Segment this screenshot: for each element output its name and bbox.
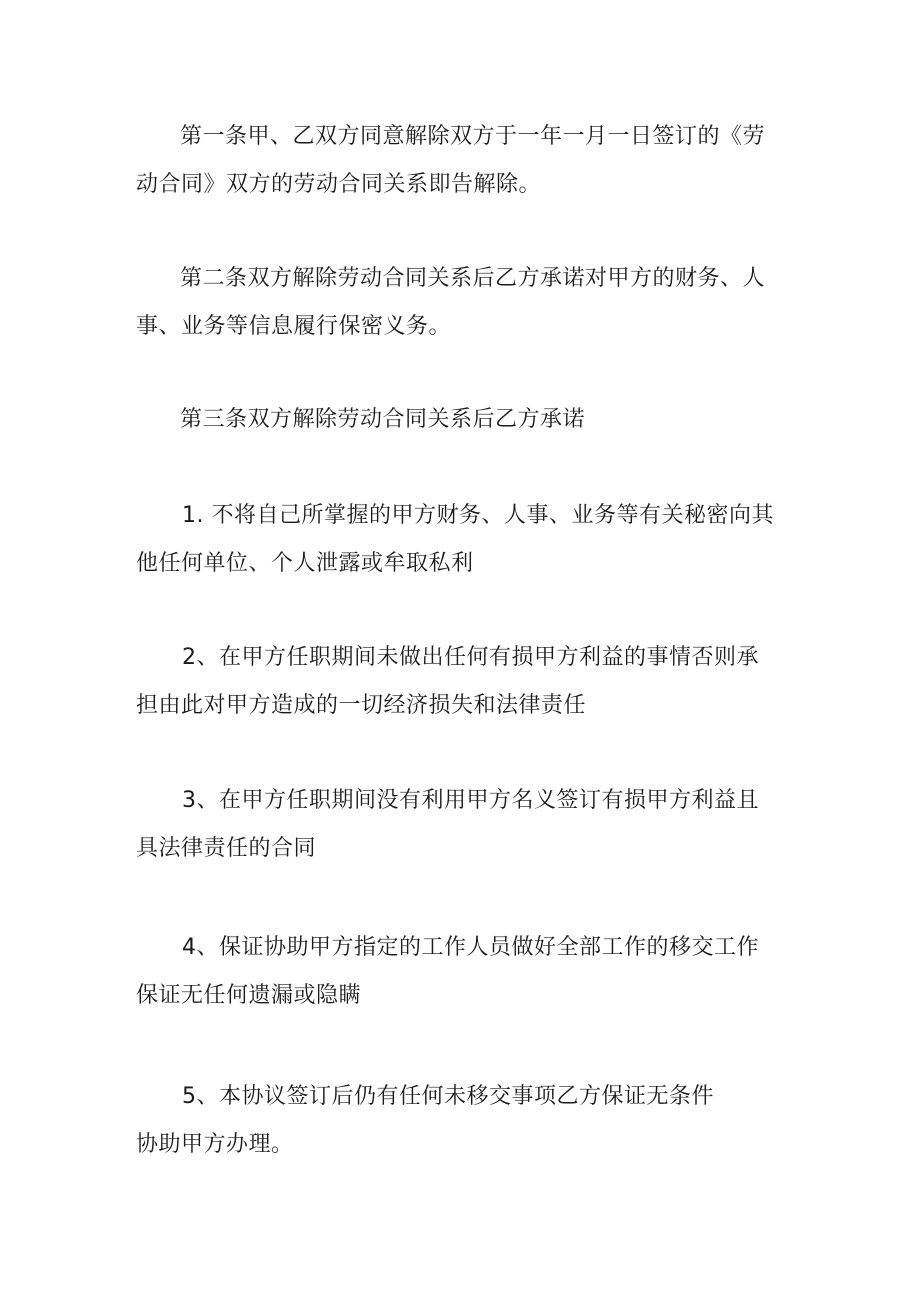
clause-line: 具法律责任的合同 — [136, 836, 317, 861]
clause-item-1 — [136, 492, 796, 588]
clause-line: 担由此对甲方造成的一切经济损失和法律责任 — [136, 693, 587, 718]
clause-line: 第三条双方解除劳动合同关系后乙方承诺 — [180, 407, 586, 432]
clause-item-3 — [136, 777, 796, 873]
clause-item-4 — [136, 924, 796, 1020]
clause-line: 事、业务等信息履行保密义务。 — [136, 314, 452, 339]
clause-line: 保证无任何遗漏或隐瞒 — [136, 983, 362, 1008]
clause-1 — [136, 113, 796, 209]
clause-line: 5、本协议签订后仍有任何未移交事项乙方保证无条件 — [182, 1084, 714, 1109]
clause-3 — [136, 396, 796, 444]
clause-line: 2、在甲方任职期间未做出任何有损甲方利益的事情否则承 — [182, 645, 759, 670]
clause-line: 第二条双方解除劳动合同关系后乙方承诺对甲方的财务、人 — [180, 266, 766, 291]
clause-line: 他任何单位、个人泄露或牟取私利 — [136, 551, 474, 576]
clause-line: 1. 不将自己所掌握的甲方财务、人事、业务等有关秘密向其 — [182, 503, 774, 528]
clause-line: 3、在甲方任职期间没有利用甲方名义签订有损甲方利益且 — [182, 788, 759, 813]
clause-item-5 — [136, 1073, 796, 1169]
clause-line: 动合同》双方的劳动合同关系即告解除。 — [136, 172, 542, 197]
clause-line: 4、保证协助甲方指定的工作人员做好全部工作的移交工作 — [182, 935, 759, 960]
clause-2 — [136, 255, 796, 351]
clause-item-2 — [136, 634, 796, 730]
clause-line: 协助甲方办理。 — [136, 1132, 294, 1157]
clause-line: 第一条甲、乙双方同意解除双方于一年一月一日签订的《劳 — [180, 124, 766, 149]
